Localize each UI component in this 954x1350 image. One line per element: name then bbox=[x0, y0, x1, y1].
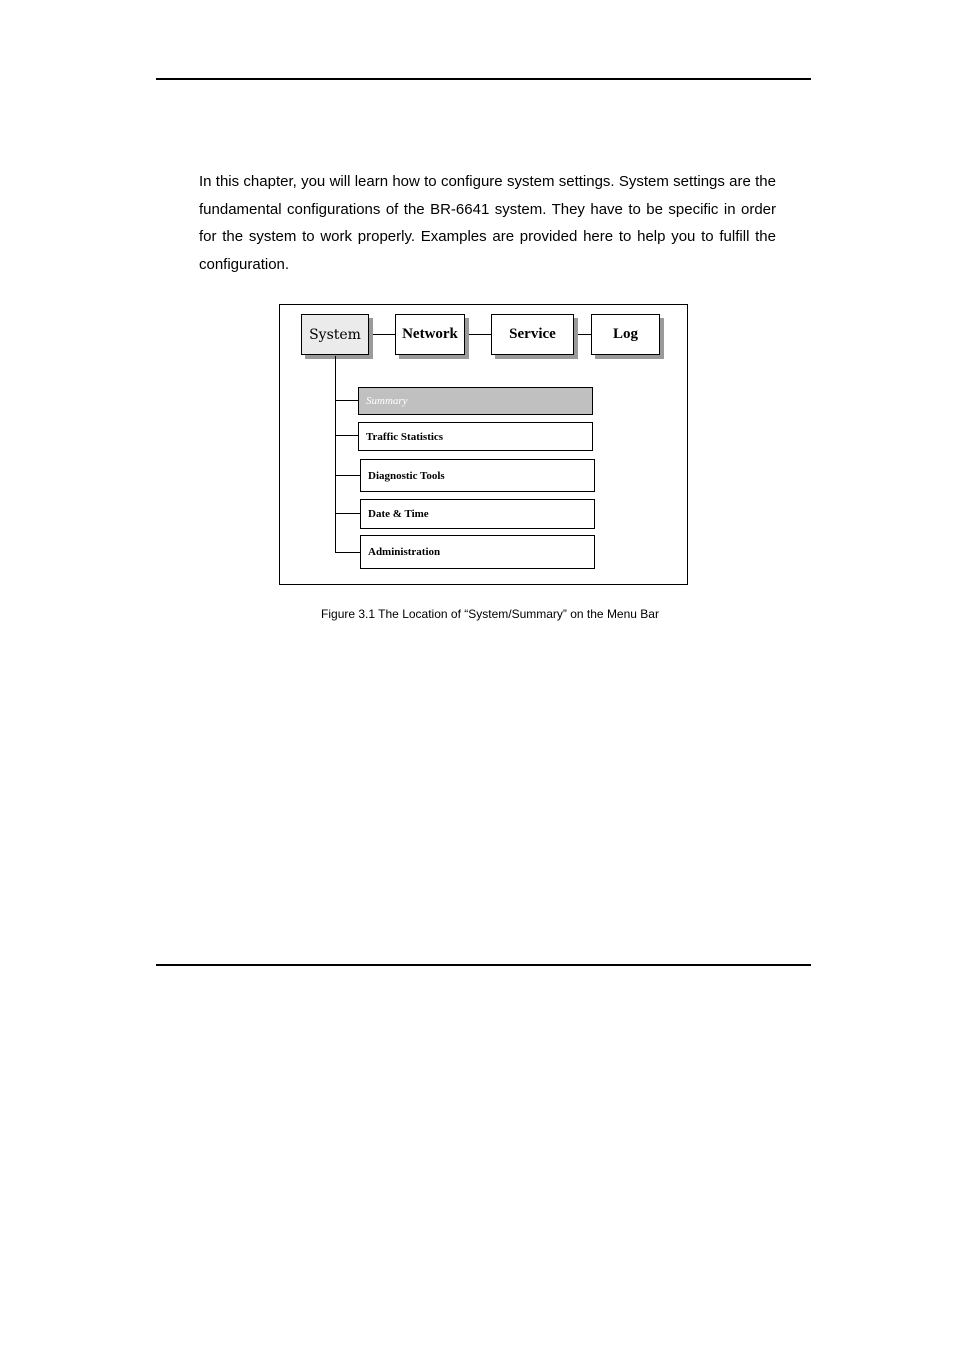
submenu-branch bbox=[335, 475, 361, 476]
tab-connector bbox=[373, 334, 395, 335]
tab-connector bbox=[469, 334, 491, 335]
tab-service[interactable]: Service bbox=[491, 314, 574, 355]
footer-rule bbox=[156, 964, 811, 966]
submenu-item-summary[interactable]: Summary bbox=[358, 387, 593, 415]
submenu-item-traffic-statistics[interactable]: Traffic Statistics bbox=[358, 422, 593, 451]
submenu-branch bbox=[335, 513, 361, 514]
tab-connector bbox=[578, 334, 591, 335]
submenu-branch bbox=[335, 435, 359, 436]
intro-paragraph: In this chapter, you will learn how to configure system settings. System settings are the fundamental configurations of the BR-6641 system. They have to be specific in order for the system to work properly. Examples are provided here to help you to fulfill the configuration. bbox=[199, 173, 776, 273]
tab-log[interactable]: Log bbox=[591, 314, 660, 355]
submenu-item-date-time[interactable]: Date & Time bbox=[360, 499, 595, 529]
submenu-trunk bbox=[335, 356, 336, 553]
menu-diagram bbox=[279, 304, 688, 585]
submenu-item-diagnostic-tools[interactable]: Diagnostic Tools bbox=[360, 459, 595, 492]
figure-caption: Figure 3.1 The Location of “System/Summary” on the Menu Bar bbox=[321, 607, 659, 621]
tab-network[interactable]: Network bbox=[395, 314, 465, 355]
header-rule bbox=[156, 78, 811, 80]
submenu-branch bbox=[335, 400, 359, 401]
tab-system[interactable]: System bbox=[301, 314, 369, 355]
submenu-branch bbox=[335, 552, 361, 553]
submenu-item-administration[interactable]: Administration bbox=[360, 535, 595, 569]
